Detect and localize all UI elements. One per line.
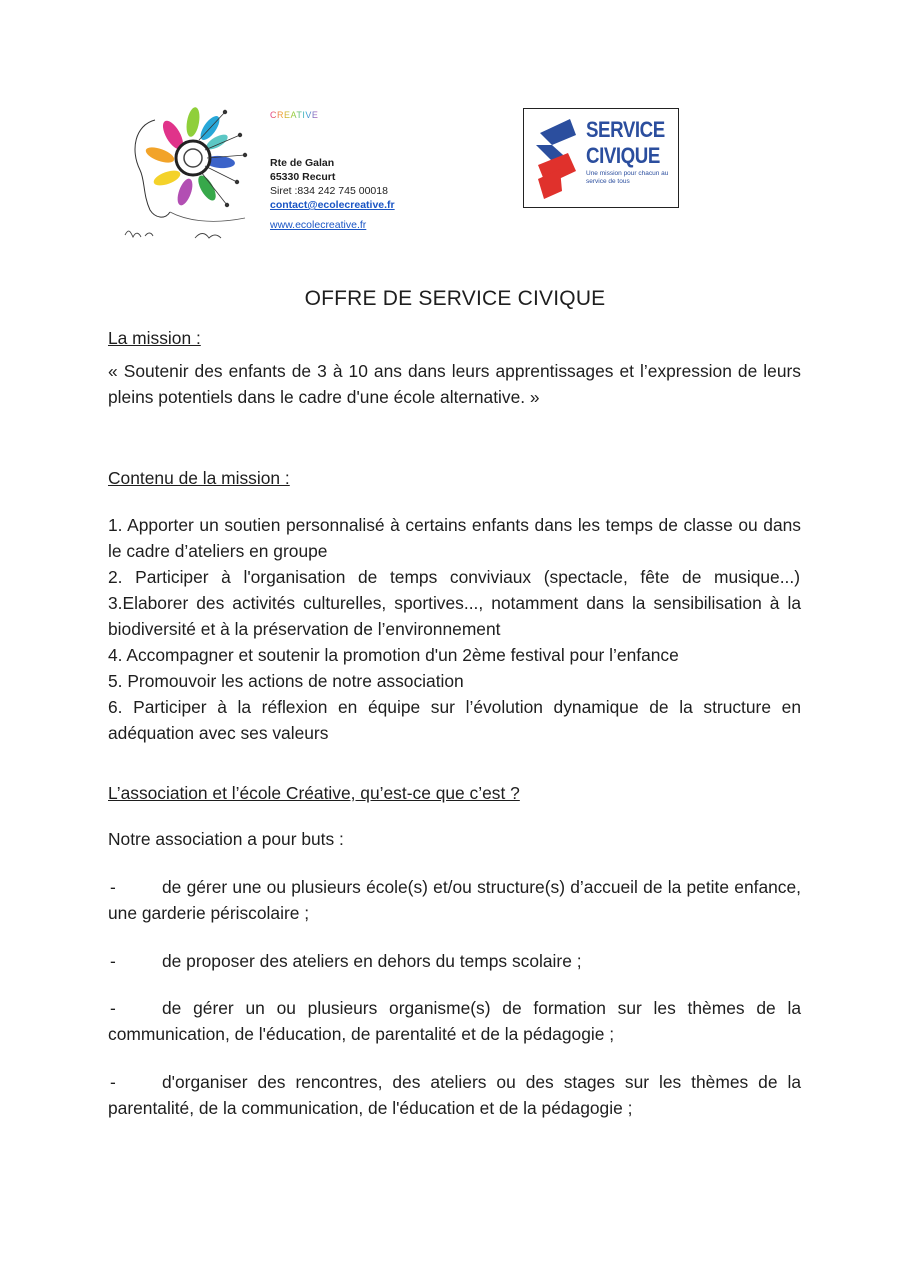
goal-text: de gérer une ou plusieurs école(s) et/ou structure(s) d’accueil de la petite enfance, une garderie périscolaire ; <box>108 877 801 923</box>
goal-item-3 <box>108 995 801 1047</box>
goal-text: d'organiser des rencontres, des ateliers ou des stages sur les thèmes de la parentalité, de la communication, de l'éducation et de la pédagogie ; <box>108 1072 801 1118</box>
address-line-2: 65330 Recurt <box>270 171 336 183</box>
goal-dash: - <box>110 998 116 1018</box>
mission-quote: « Soutenir des enfants de 3 à 10 ans dans leurs apprentissages et l’expression de leurs pleins potentiels dans le cadre d'une école alternative. » <box>108 361 801 407</box>
flower-head-logo-icon <box>115 100 265 245</box>
organization-info <box>270 108 470 232</box>
contenu-item-3: 3.Elaborer des activités culturelles, sportives..., notamment dans la sensibilisation à la biodiversité et à la préservation de l’environnement <box>108 593 801 639</box>
goal-dash: - <box>110 951 116 971</box>
contenu-item-1: 1. Apporter un soutien personnalisé à certains enfants dans les temps de classe ou dans le cadre d’ateliers en groupe <box>108 515 801 561</box>
contenu-item-6: 6. Participer à la réflexion en équipe sur l’évolution dynamique de la structure en adéquation avec ses valeurs <box>108 697 801 743</box>
service-civique-line2: CIVIQUE <box>586 143 660 168</box>
goal-text: de proposer des ateliers en dehors du temps scolaire ; <box>162 951 582 971</box>
service-civique-s-icon <box>532 115 580 201</box>
service-civique-wordmark <box>586 119 665 167</box>
contenu-item-2: 2. Participer à l'organisation de temps conviviaux (spectacle, fête de musique...) <box>108 567 800 587</box>
goal-dash: - <box>110 1072 116 1092</box>
contenu-heading: Contenu de la mission : <box>108 468 290 488</box>
document-title: OFFRE DE SERVICE CIVIQUE <box>304 287 606 310</box>
goal-text: de gérer un ou plusieurs organisme(s) de formation sur les thèmes de la communication, de l'éducation, de parentalité et de la pédagogie ; <box>108 998 801 1044</box>
ecole-creative-logo <box>115 100 265 245</box>
contenu-item-4: 4. Accompagner et soutenir la promotion d'un 2ème festival pour l’enfance <box>108 645 679 665</box>
goal-item-2 <box>108 948 801 974</box>
goal-item-4 <box>108 1069 801 1121</box>
address-line-1: Rte de Galan <box>270 157 335 169</box>
goal-dash: - <box>110 877 116 897</box>
mission-heading: La mission : <box>108 328 201 348</box>
association-intro: Notre association a pour buts : <box>108 829 344 849</box>
goal-item-1 <box>108 874 801 926</box>
contenu-item-5: 5. Promouvoir les actions de notre association <box>108 671 464 691</box>
email-link[interactable]: contact@ecolecreative.fr <box>270 199 395 211</box>
association-heading: L’association et l’école Créative, qu’est-ce que c’est ? <box>108 783 520 803</box>
service-civique-logo <box>523 108 679 208</box>
brand-word-text: CREATIVE <box>270 110 319 120</box>
service-civique-tagline: Une mission pour chacun au service de tous <box>586 170 669 185</box>
service-civique-line1: SERVICE <box>586 117 665 142</box>
siret-number: Siret :834 242 745 00018 <box>270 185 388 197</box>
website-link[interactable]: www.ecolecreative.fr <box>270 219 367 231</box>
brand-word <box>270 108 470 122</box>
